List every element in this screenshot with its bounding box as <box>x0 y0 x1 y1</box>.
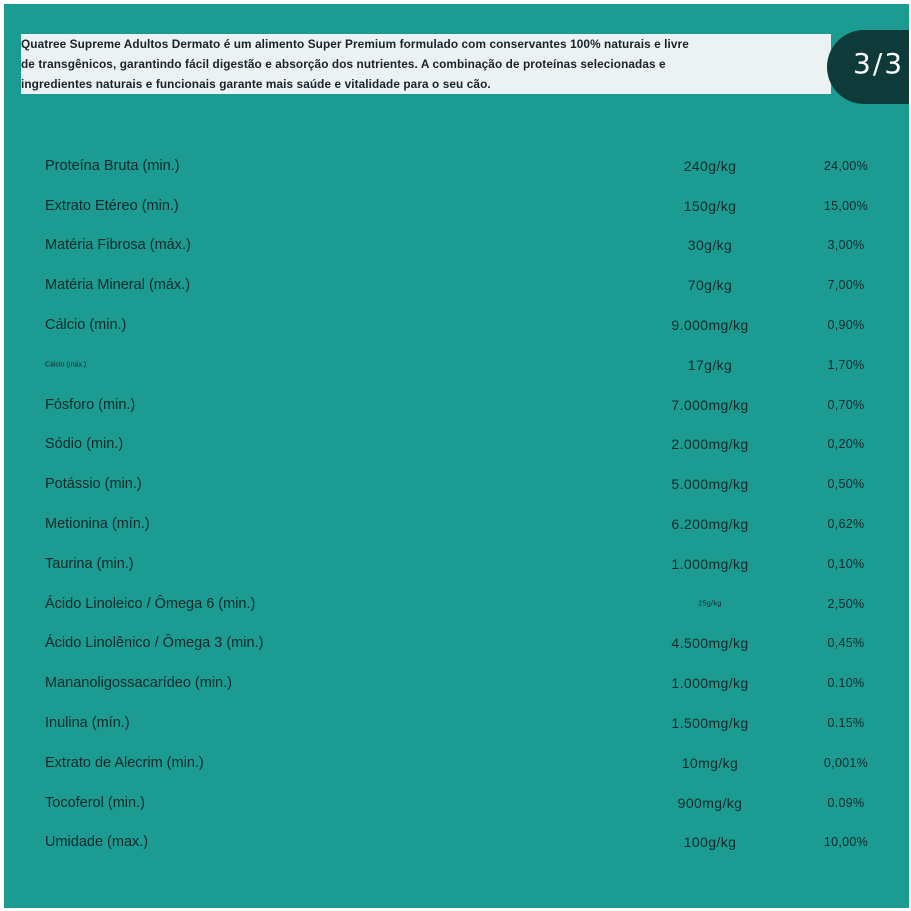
nutrient-percent: 0,62% <box>827 517 865 532</box>
nutrient-percent: 7,00% <box>827 278 865 293</box>
nutrient-name: Proteína Bruta (min.) <box>45 157 180 174</box>
nutrient-row <box>4 663 909 703</box>
nutrient-row <box>4 345 909 385</box>
nutrient-amount: 4.500mg/kg <box>671 635 749 652</box>
nutrient-amount: 7.000mg/kg <box>671 396 749 413</box>
nutrient-name: Extrato Etéreo (min.) <box>45 197 179 214</box>
nutrient-percent: 2,50% <box>827 596 865 611</box>
nutrient-amount: 5.000mg/kg <box>671 476 749 493</box>
nutrient-percent: 3,00% <box>827 238 865 253</box>
nutrient-name: Umidade (max.) <box>45 834 149 851</box>
nutrient-name: Matéria Fibrosa (máx.) <box>45 237 191 254</box>
nutrient-row <box>4 823 909 863</box>
nutrient-amount: 10mg/kg <box>681 754 739 771</box>
nutrient-name: Fósforo (min.) <box>45 396 136 413</box>
nutrient-amount: 100g/kg <box>683 834 737 851</box>
nutrient-amount: 30g/kg <box>687 237 733 254</box>
nutrient-amount: 9.000mg/kg <box>671 317 749 334</box>
nutrition-table <box>4 146 909 862</box>
nutrient-row <box>4 703 909 743</box>
description-line-1: Quatree Supreme Adultos Dermato é um alimento Super Premium formulado com conservantes 100% naturais e livre <box>21 37 689 51</box>
description-line-3: ingredientes naturais e funcionais garante mais saúde e vitalidade para o seu cão. <box>21 77 491 91</box>
nutrient-amount: 900mg/kg <box>677 794 743 811</box>
nutrient-name: Sódio (min.) <box>45 436 124 453</box>
nutrient-row <box>4 305 909 345</box>
nutrient-percent: 0,45% <box>827 636 865 651</box>
page-indicator-badge <box>827 30 909 104</box>
nutrient-row <box>4 425 909 465</box>
nutrient-row <box>4 146 909 186</box>
nutrient-percent: 10,00% <box>823 835 869 850</box>
nutrient-row <box>4 385 909 425</box>
nutrient-percent: 0,10% <box>827 556 865 571</box>
nutrient-percent: 0,50% <box>827 477 865 492</box>
nutrient-row <box>4 783 909 823</box>
nutrient-name: Cálcio (máx.) <box>45 361 87 369</box>
nutrient-percent: 0,90% <box>827 318 865 333</box>
nutrient-amount: 25g/kg <box>698 600 722 608</box>
nutrient-name: Cálcio (min.) <box>45 317 127 334</box>
nutrient-amount: 240g/kg <box>683 157 737 174</box>
content-frame <box>4 4 909 908</box>
nutrient-percent: 24,00% <box>823 158 869 173</box>
nutrient-amount: 1.500mg/kg <box>671 715 749 732</box>
nutrient-percent: 0.15% <box>827 716 865 731</box>
nutrient-row <box>4 544 909 584</box>
nutrient-name: Ácido Linolênico / Ômega 3 (min.) <box>45 635 264 652</box>
nutrient-percent: 15,00% <box>823 198 869 213</box>
nutrient-row <box>4 186 909 226</box>
nutrient-amount: 1.000mg/kg <box>671 555 749 572</box>
nutrient-percent: 0,70% <box>827 397 865 412</box>
page-indicator-text: 3/3 <box>853 47 905 80</box>
nutrient-row <box>4 743 909 783</box>
nutrient-amount: 2.000mg/kg <box>671 436 749 453</box>
nutrient-row <box>4 226 909 266</box>
nutrient-name: Metionina (mín.) <box>45 516 150 533</box>
nutrient-row <box>4 265 909 305</box>
nutrient-percent: 0,001% <box>823 755 869 770</box>
nutrient-row <box>4 624 909 664</box>
description-line-2: de transgênicos, garantindo fácil digestão e absorção dos nutrientes. A combinação de proteínas selecionadas e <box>21 57 666 71</box>
nutrient-name: Mananoligossacarídeo (min.) <box>45 675 232 692</box>
nutrient-percent: 0.09% <box>827 795 865 810</box>
nutrient-name: Tocoferol (min.) <box>45 794 145 811</box>
nutrient-row <box>4 504 909 544</box>
nutrient-percent: 0.10% <box>827 676 865 691</box>
nutrient-amount: 6.200mg/kg <box>671 516 749 533</box>
nutrient-name: Ácido Linoleico / Ômega 6 (min.) <box>45 595 256 612</box>
nutrient-percent: 1,70% <box>827 357 865 372</box>
nutrient-name: Extrato de Alecrim (min.) <box>45 754 204 771</box>
nutrient-name: Potássio (min.) <box>45 476 142 493</box>
nutrient-amount: 70g/kg <box>687 277 733 294</box>
nutrient-name: Matéria Mineral (máx.) <box>45 277 191 294</box>
nutrient-row <box>4 464 909 504</box>
nutrient-amount: 1.000mg/kg <box>671 675 749 692</box>
nutrient-amount: 17g/kg <box>687 356 733 373</box>
nutrient-row <box>4 584 909 624</box>
nutrient-percent: 0,20% <box>827 437 865 452</box>
nutrient-amount: 150g/kg <box>683 197 737 214</box>
product-description <box>21 34 831 94</box>
nutrient-name: Inulina (mín.) <box>45 715 130 732</box>
nutrient-name: Taurina (min.) <box>45 555 134 572</box>
